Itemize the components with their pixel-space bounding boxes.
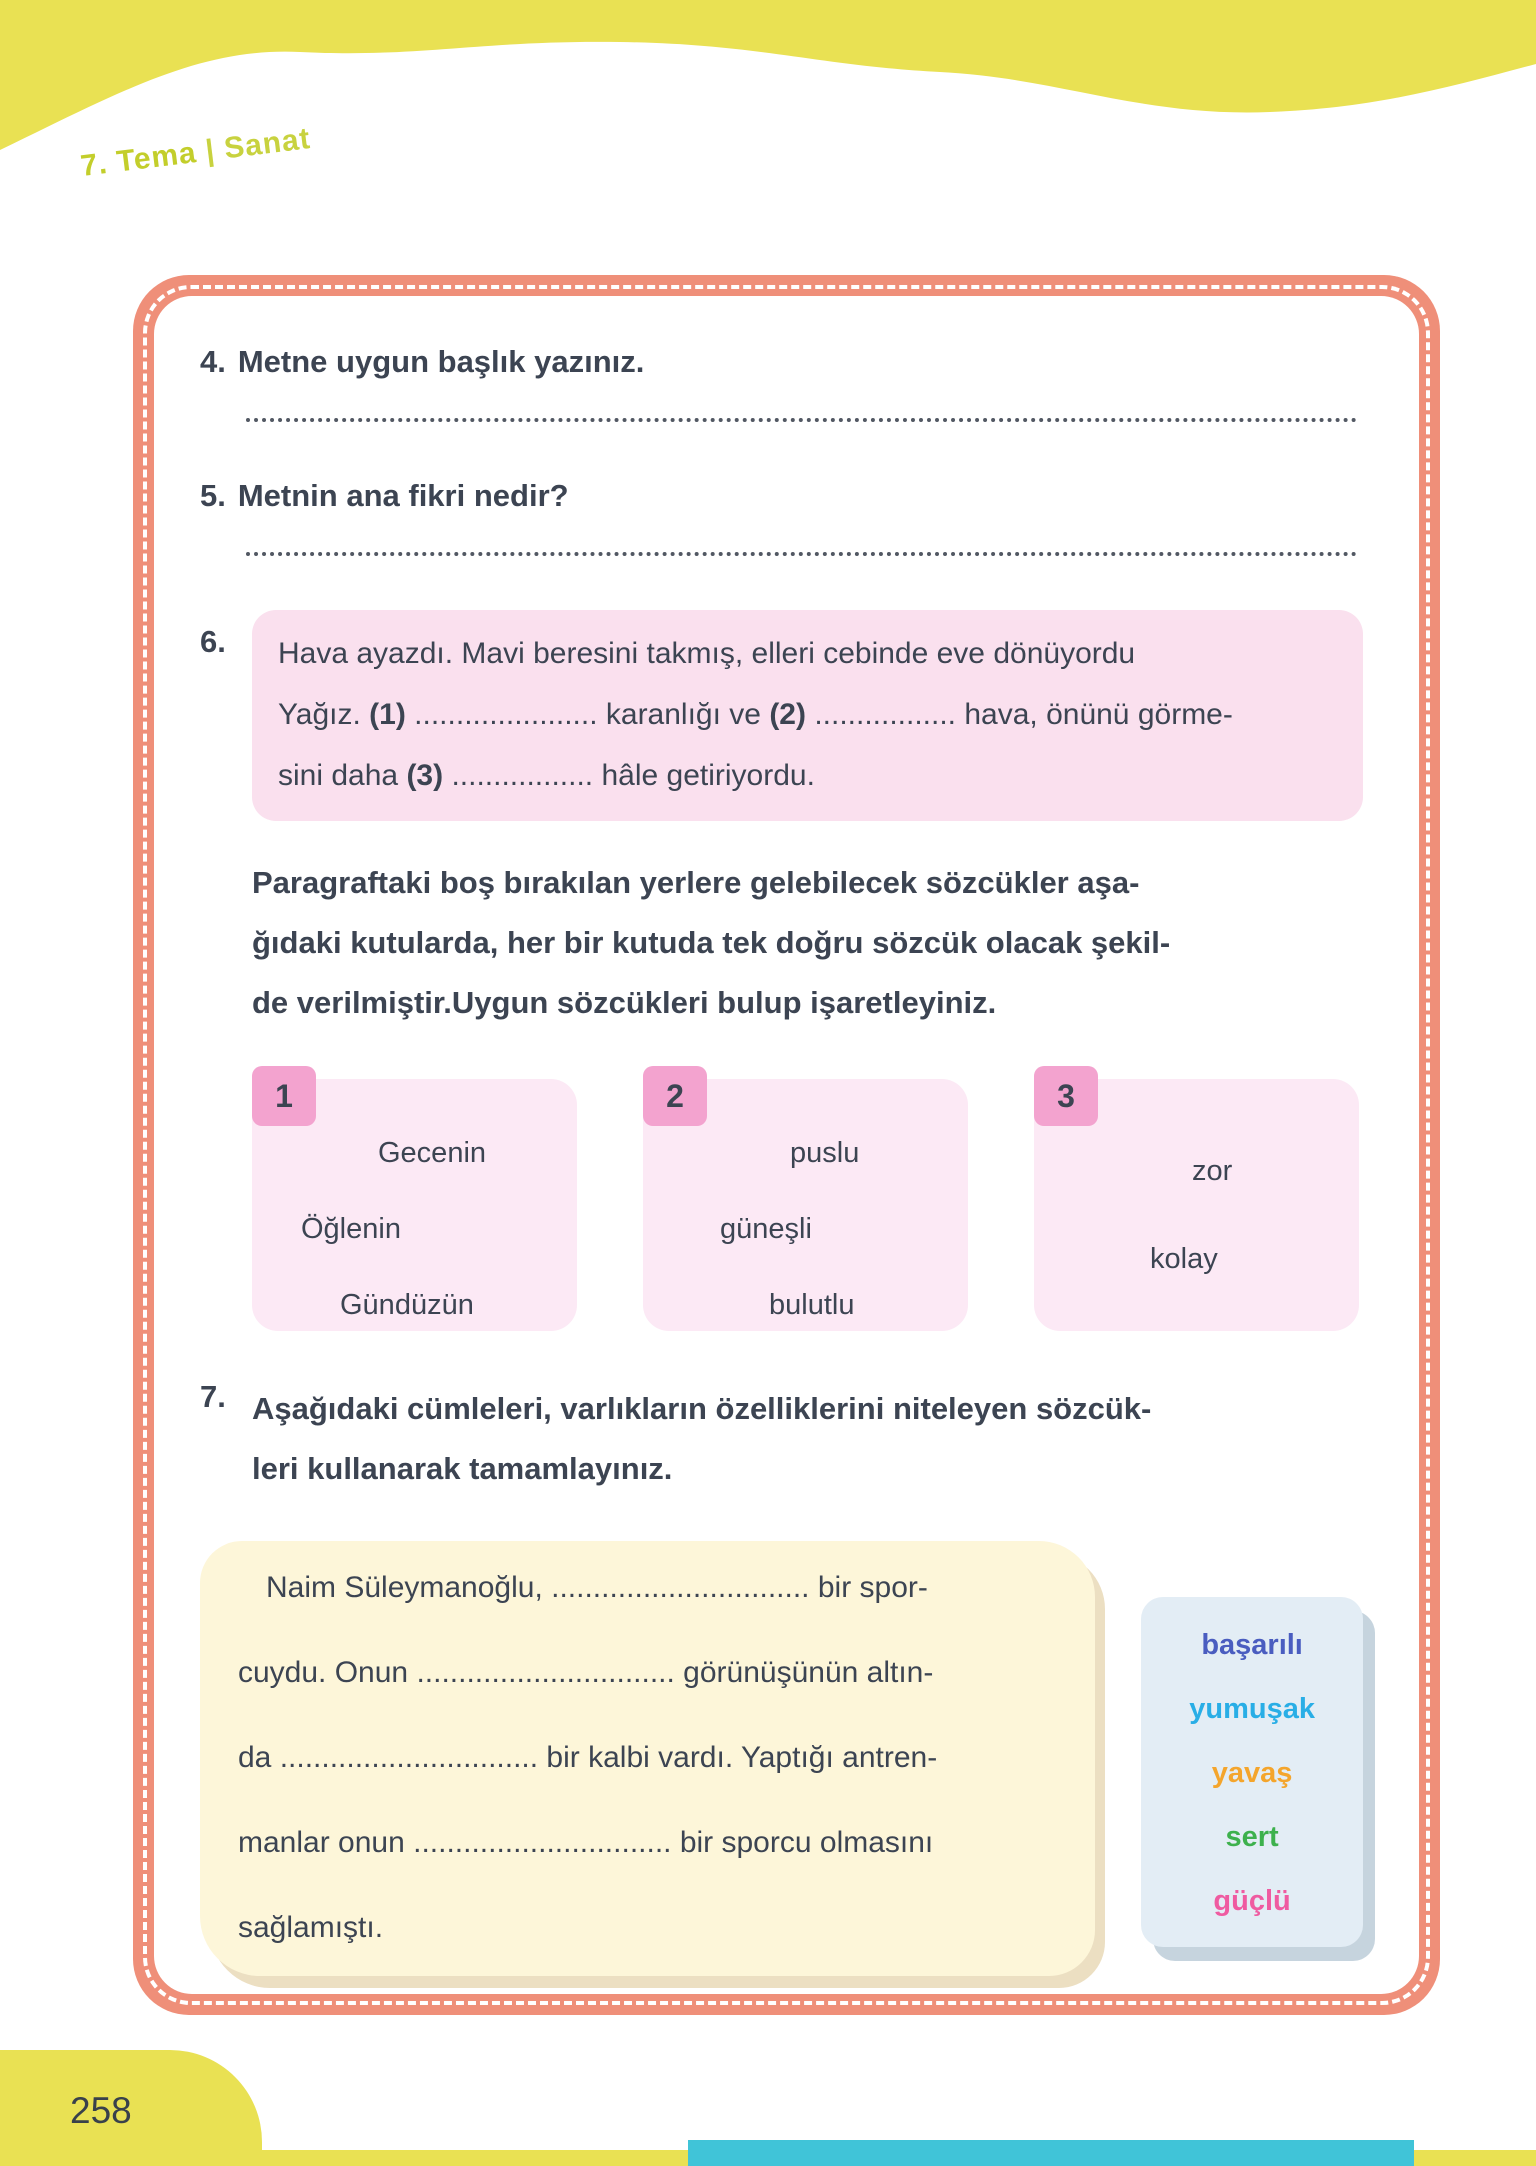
header-wave-decoration xyxy=(0,0,1536,200)
option-box-2 xyxy=(643,1079,968,1331)
option-word[interactable]: zor xyxy=(1192,1154,1233,1187)
option-box-2-tab: 2 xyxy=(643,1066,707,1126)
page-number: 258 xyxy=(70,2090,132,2131)
passage-line-1: Hava ayazdı. Mavi beresini takmış, elleri cebinde eve dönüyordu xyxy=(278,637,1136,670)
option-box-3-tab: 3 xyxy=(1034,1066,1098,1126)
option-word[interactable]: Öğlenin xyxy=(301,1212,401,1245)
q7-passage-line[interactable]: manlar onun ............................... bir sporcu olmasını xyxy=(238,1825,934,1859)
question-5-text: Metnin ana fikri nedir? xyxy=(237,478,569,513)
question-5-number: 5. xyxy=(200,478,226,513)
word-bank-item: yavaş xyxy=(1211,1757,1293,1789)
option-word[interactable]: Gecenin xyxy=(378,1136,487,1169)
word-bank xyxy=(1141,1597,1363,1947)
worksheet-card xyxy=(133,275,1440,2015)
word-bank-item: güçlü xyxy=(1213,1885,1291,1917)
question-7-title: Aşağıdaki cümleleri, varlıkların özelliklerini niteleyen sözcük- leri kullanarak tamamlayınız. xyxy=(252,1391,1152,1486)
question-7 xyxy=(200,1379,1363,1499)
blank-marker-3: (3) xyxy=(406,759,444,792)
option-word[interactable]: kolay xyxy=(1150,1242,1218,1275)
option-box-3 xyxy=(1034,1079,1359,1331)
option-word[interactable]: Gündüzün xyxy=(340,1288,474,1321)
q7-passage-line[interactable]: sağlamıştı. xyxy=(238,1910,384,1944)
question-6-instruction: Paragraftaki boş bırakılan yerlere gelebilecek sözcükler aşa- ğıdaki kutularda, her bir kutuda tek doğru sözcük olacak şekil- de verilmiştir.Uygun sözcükleri bulup işaretleyiniz. xyxy=(252,865,1171,1020)
question-4-text: Metne uygun başlık yazınız. xyxy=(237,344,645,379)
blank-marker-1: (1) xyxy=(369,698,406,731)
question-5-answer-line[interactable] xyxy=(246,552,1357,556)
bottom-teal-bar xyxy=(688,2140,1414,2166)
question-6-number: 6. xyxy=(200,624,226,659)
theme-divider: | xyxy=(194,132,227,169)
option-box-1-tab: 1 xyxy=(252,1066,316,1126)
passage-line-2: Yağız. (1) ...................... karanlığı ve (2) ................. hava, önünü görme- xyxy=(278,698,1233,731)
option-word[interactable]: güneşli xyxy=(720,1212,812,1245)
option-boxes xyxy=(252,1079,1359,1331)
question-7-number: 7. xyxy=(200,1379,226,1414)
question-7-passage xyxy=(200,1541,1095,1976)
option-word[interactable]: bulutlu xyxy=(769,1288,855,1321)
blank-marker-2: (2) xyxy=(769,698,806,731)
word-bank-item: sert xyxy=(1225,1821,1279,1853)
option-box-1 xyxy=(252,1079,577,1331)
q7-passage-line[interactable]: da ............................... bir kalbi vardı. Yaptığı antren- xyxy=(238,1740,938,1774)
q7-passage-line[interactable]: cuydu. Onun ............................... görünüşünün altın- xyxy=(238,1655,934,1689)
theme-number: 7. Tema xyxy=(78,136,199,183)
question-4-answer-line[interactable] xyxy=(246,418,1357,422)
q7-passage-line[interactable]: Naim Süleymanoğlu, ............................... bir spor- xyxy=(266,1570,928,1604)
option-word[interactable]: puslu xyxy=(790,1136,860,1169)
question-4-number: 4. xyxy=(200,344,226,379)
theme-subject: Sanat xyxy=(222,122,313,166)
question-4-title xyxy=(200,344,1363,380)
question-6 xyxy=(200,610,1363,821)
question-6-passage xyxy=(252,610,1363,821)
word-bank-item: başarılı xyxy=(1201,1629,1303,1661)
question-7-content xyxy=(200,1541,1363,1976)
word-bank-item: yumuşak xyxy=(1189,1693,1315,1725)
question-5-title xyxy=(200,478,1363,514)
worksheet-content xyxy=(154,296,1419,1994)
passage-line-3: sini daha (3) ................. hâle getiriyordu. xyxy=(278,759,815,792)
